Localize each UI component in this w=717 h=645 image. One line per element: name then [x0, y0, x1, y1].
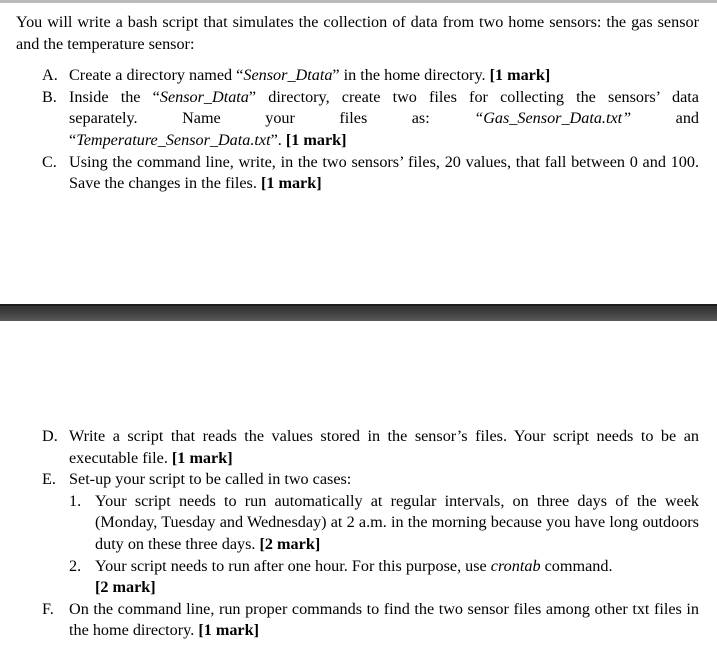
task-b-line3-before: “	[69, 130, 77, 149]
intro-paragraph: You will write a bash script that simulates the collection of data from two home sensors: the gas sensor and the temperature sensor:	[16, 13, 699, 53]
page-divider	[0, 304, 717, 321]
task-e-sub2-marker: 2.	[69, 556, 82, 575]
task-item-d	[0, 426, 699, 469]
task-b-word-7: and	[675, 109, 700, 128]
document-page-bottom	[0, 426, 717, 642]
task-marker-f: F.	[42, 599, 54, 618]
task-d-text: Write a script that reads the values stored in the sensor’s files. Your script needs to be an executable file.	[69, 427, 699, 467]
task-e-sub2-mark: [2 mark]	[95, 578, 156, 597]
task-marker-a: A.	[42, 66, 58, 85]
task-item-b	[0, 87, 699, 152]
task-b-dirname: Sensor_Dtata	[159, 87, 249, 106]
task-e-sub2-after: command.	[540, 556, 613, 575]
task-b-word-5: as:	[411, 109, 430, 128]
task-b-line2	[69, 108, 699, 130]
task-marker-c: C.	[42, 152, 57, 171]
task-f-mark: [1 mark]	[198, 621, 259, 640]
task-c-text: Using the command line, write, in the two sensors’ files, 20 values, that fall between 0 and 100. Save the changes in the files.	[69, 152, 699, 193]
task-e-text: Set-up your script to be called in two cases:	[69, 470, 352, 489]
task-a-mark: [1 mark]	[489, 66, 551, 85]
task-marker-b: B.	[42, 87, 57, 106]
task-b-line3	[69, 130, 699, 152]
task-b-line1-after: ” directory, create two files for collecting the sensors’ data	[248, 87, 699, 106]
task-e-sub2-command: crontab	[490, 556, 541, 575]
task-e-sub1-marker: 1.	[69, 491, 82, 510]
task-e-subitem-2	[0, 556, 699, 599]
task-a-text-after: ” in the home directory.	[332, 66, 490, 85]
task-list-bottom	[0, 426, 699, 642]
task-item-e	[0, 469, 699, 491]
document-page-top	[0, 12, 717, 195]
task-item-f	[0, 599, 699, 642]
page-divider-edge	[0, 304, 717, 306]
task-b-word-4: files	[339, 109, 368, 128]
task-c-mark: [1 mark]	[260, 174, 322, 193]
task-b-temp-filename: Temperature_Sensor_Data.txt	[76, 130, 271, 149]
task-b-word-1: separately.	[69, 109, 138, 128]
task-e-subitem-1	[0, 491, 699, 556]
task-e-sub2-before: Your script needs to run after one hour. For this purpose, use	[95, 556, 491, 575]
task-d-mark: [1 mark]	[171, 448, 233, 467]
task-marker-e: E.	[42, 470, 56, 489]
task-e-sub1-mark: [2 mark]	[259, 534, 321, 553]
task-e-sub1-text: Your script needs to run automatically at regular intervals, on three days of the week (Monday, Tuesday and Wednesday) at 2 a.m. in the morning because you have long outdoors duty on these three days.	[95, 491, 699, 553]
task-e-sub2-line2	[95, 577, 699, 599]
task-b-word-2: Name	[182, 109, 221, 128]
task-b-mark: [1 mark]	[285, 130, 347, 149]
task-b-line3-after: ”.	[270, 130, 286, 149]
task-b-line1-before: Inside the “	[69, 87, 160, 106]
task-b-line1	[69, 87, 699, 109]
task-e-sub2-line1	[95, 556, 699, 578]
task-b-word-3: your	[265, 109, 295, 128]
task-a-text-before: Create a directory named “	[69, 66, 244, 85]
top-border	[0, 0, 717, 3]
task-item-c	[0, 152, 699, 195]
task-b-gas-filename: “Gas_Sensor_Data.txt”	[474, 109, 632, 128]
task-list-top	[0, 65, 699, 195]
task-item-a	[0, 65, 699, 87]
task-f-text: On the command line, run proper commands to find the two sensor files among other txt files in the home directory.	[69, 599, 699, 640]
task-a-dirname: Sensor_Dtata	[243, 66, 333, 85]
task-marker-d: D.	[42, 427, 58, 445]
